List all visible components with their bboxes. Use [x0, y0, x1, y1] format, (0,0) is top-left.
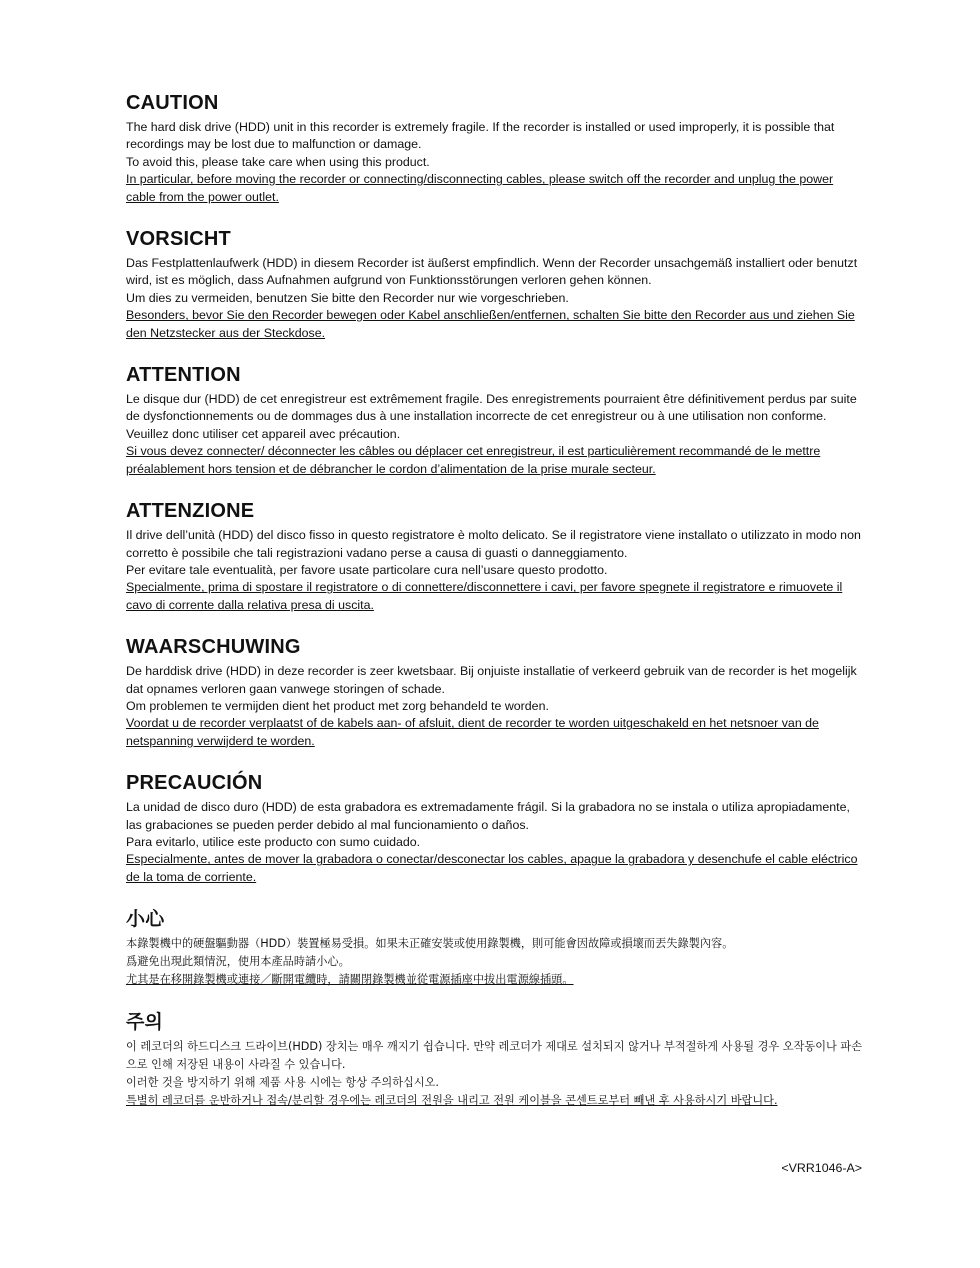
body-paragraph: 이 레코더의 하드디스크 드라이브(HDD) 장치는 매우 깨지기 쉽습니다. 만약 레코더가 제대로 설치되지 않거나 부적절하게 사용될 경우 오작동이나 파손으로 인해 저장된 내용이 사라질 수 있습니다.: [126, 1040, 863, 1072]
section-heading: 주의: [126, 1011, 164, 1034]
underlined-warning: Voordat u de recorder verplaatst of de kabels aan- of afsluit, dient de recorder te worden uitgeschakeld en het netsnoer van de netspanning verwijderd te worden.: [126, 716, 819, 748]
underlined-warning: 尤其是在移開錄製機或連接／斷開電纜時，請關閉錄製機並從電源插座中拔出電源線插頭。: [126, 973, 574, 987]
underlined-warning: Especialmente, antes de mover la grabadora o conectar/desconectar los cables, apague la grabadora y desenchufe el cable eléctrico de la toma de corriente.: [126, 852, 858, 884]
underlined-warning: In particular, before moving the recorder or connecting/disconnecting cables, please switch off the recorder and unplug the power cable from the power outlet.: [126, 172, 834, 204]
section-heading: 小心: [126, 908, 165, 931]
body-paragraph: 爲避免出現此類情況，使用本產品時請小心。: [126, 955, 350, 969]
section-attenzione: [126, 498, 866, 614]
section-waarschuwing: [126, 634, 866, 750]
section-heading: ATTENTION: [126, 364, 241, 387]
section-vorsicht: [126, 226, 866, 342]
body-paragraph: 本錄製機中的硬盤驅動器（HDD）裝置極易受損。如果未正確安裝或使用錄製機，則可能會因故障或損壞而丟失錄製內容。: [126, 937, 734, 951]
section-heading: VORSICHT: [126, 228, 231, 251]
section-caution: [126, 90, 866, 206]
section-chinese: [126, 906, 866, 989]
body-paragraph: Veuillez donc utiliser cet appareil avec précaution.: [126, 426, 401, 441]
body-paragraph: 이러한 것을 방지하기 위해 제품 사용 시에는 항상 주의하십시오.: [126, 1076, 439, 1090]
body-paragraph: Um dies zu vermeiden, benutzen Sie bitte den Recorder nur wie vorgeschrieben.: [126, 290, 569, 305]
body-paragraph: Per evitare tale eventualità, per favore usate particolare cura nell’usare questo prodotto.: [126, 562, 608, 577]
section-heading: ATTENZIONE: [126, 500, 255, 523]
underlined-warning: Si vous devez connecter/ déconnecter les câbles ou déplacer cet enregistreur, il est particulièrement recommandé de le mettre préalablement hors tension et de débrancher le cordon d’alimentation de la prise murale secteur.: [126, 444, 821, 476]
section-heading: CAUTION: [126, 92, 219, 114]
body-paragraph: Das Festplattenlaufwerk (HDD) in diesem Recorder ist äußerst empfindlich. Wenn der Recorder unsachgemäß installiert oder benutzt wird, ist es möglich, dass Aufnahmen aufgrund von Funktionsstörungen verloren gehen können.: [126, 256, 858, 288]
body-paragraph: Le disque dur (HDD) de cet enregistreur est extrêmement fragile. Des enregistrements pourraient être définitivement perdus par suite de dysfonctionnements ou de dommages dus à une installation incorrecte de cet enregistreur ou à une utilisation non conforme.: [126, 392, 857, 424]
document-code: <VRR1046-A>: [781, 1161, 862, 1175]
body-paragraph: Il drive dell’unità (HDD) del disco fisso in questo registratore è molto delicato. Se il registratore viene installato o utilizzato in modo non corretto è possibile che tali registrazioni vadano perse a causa di guasti o danneggiamento.: [126, 528, 861, 560]
body-paragraph: Om problemen te vermijden dient het product met zorg behandeld te worden.: [126, 698, 549, 713]
underlined-warning: Besonders, bevor Sie den Recorder bewegen oder Kabel anschließen/entfernen, schalten Sie bitte den Recorder aus und ziehen Sie den Netzstecker aus der Steckdose.: [126, 308, 855, 340]
body-paragraph: Para evitarlo, utilice este producto con sumo cuidado.: [126, 834, 421, 849]
body-paragraph: La unidad de disco duro (HDD) de esta grabadora es extremadamente frágil. Si la grabadora no se instala o utiliza apropiadamente, las grabaciones se pueden perder debido al mal funcionamiento o daños.: [126, 800, 850, 832]
underlined-warning: 특별히 레코더를 운반하거나 접속/분리할 경우에는 레코더의 전원을 내리고 전원 케이블을 콘센트로부터 빼낸 후 사용하시기 바랍니다.: [126, 1094, 778, 1108]
body-paragraph: To avoid this, please take care when using this product.: [126, 154, 430, 169]
underlined-warning: Specialmente, prima di spostare il registratore o di connettere/disconnettere i cavi, per favore spegnete il registratore e rimuovete il cavo di corrente dalla relativa presa di uscita.: [126, 580, 843, 612]
body-paragraph: De harddisk drive (HDD) in deze recorder is zeer kwetsbaar. Bij onjuiste installatie of verkeerd gebruik van de recorder is het mogelijk dat opnames verloren gaan vanwege storingen of schade.: [126, 664, 857, 696]
section-korean: [126, 1009, 866, 1110]
document-body: [126, 90, 866, 1130]
section-precaucion: [126, 770, 866, 886]
section-heading: PRECAUCIÓN: [126, 772, 263, 795]
section-attention: [126, 362, 866, 478]
body-paragraph: The hard disk drive (HDD) unit in this recorder is extremely fragile. If the recorder is installed or used improperly, it is possible that recordings may be lost due to malfunction or damage.: [126, 120, 835, 152]
section-heading: WAARSCHUWING: [126, 636, 301, 659]
